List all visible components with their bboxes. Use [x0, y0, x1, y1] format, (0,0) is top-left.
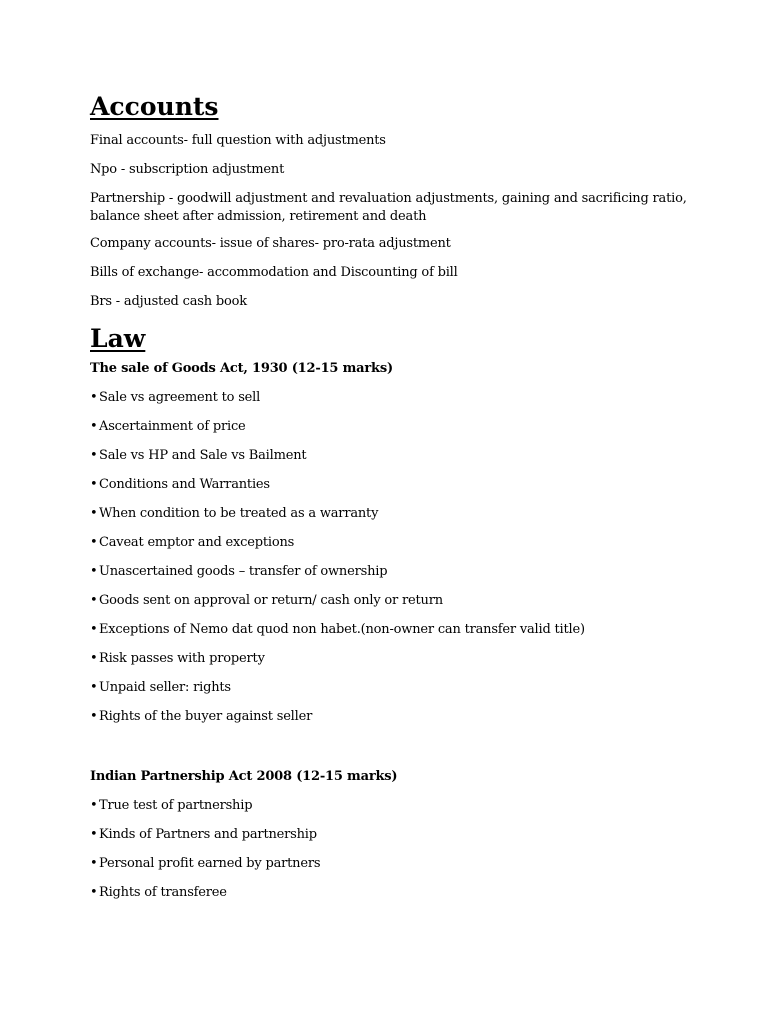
list-item: • Sale vs agreement to sell	[90, 390, 261, 405]
bullet-icon: •	[90, 564, 98, 579]
list-item: • Rights of transferee	[90, 885, 227, 900]
bullet-icon: •	[90, 535, 98, 550]
sale-of-goods-list	[90, 389, 690, 726]
accounts-line: Npo - subscription adjustment	[90, 162, 285, 177]
accounts-line: Brs - adjusted cash book	[90, 294, 247, 309]
list-item: • Personal profit earned by partners	[90, 856, 321, 871]
accounts-section	[90, 132, 690, 311]
list-item: • Unpaid seller: rights	[90, 680, 231, 695]
bullet-icon: •	[90, 856, 98, 871]
list-item: • Ascertainment of price	[90, 419, 246, 434]
accounts-heading: Accounts	[90, 92, 219, 121]
accounts-line: Final accounts- full question with adjustments	[90, 133, 386, 148]
accounts-line: Bills of exchange- accommodation and Discounting of bill	[90, 265, 458, 280]
list-item: • Caveat emptor and exceptions	[90, 535, 295, 550]
list-item: • Goods sent on approval or return/ cash only or return	[90, 593, 443, 608]
bullet-icon: •	[90, 798, 98, 813]
list-item: • When condition to be treated as a warranty	[90, 506, 379, 521]
list-item: • Exceptions of Nemo dat quod non habet.(non-owner can transfer valid title)	[90, 622, 585, 637]
list-item: • True test of partnership	[90, 798, 253, 813]
list-item: • Conditions and Warranties	[90, 477, 270, 492]
bullet-icon: •	[90, 506, 98, 521]
bullet-icon: •	[90, 885, 98, 900]
list-item: • Rights of the buyer against seller	[90, 709, 313, 724]
bullet-icon: •	[90, 709, 98, 724]
list-item: • Sale vs HP and Sale vs Bailment	[90, 448, 307, 463]
bullet-icon: •	[90, 448, 98, 463]
bullet-icon: •	[90, 680, 98, 695]
bullet-icon: •	[90, 827, 98, 842]
partnership-act-list	[90, 797, 690, 902]
section-spacer	[90, 737, 690, 764]
bullet-icon: •	[90, 593, 98, 608]
bullet-icon: •	[90, 651, 98, 666]
bullet-icon: •	[90, 419, 98, 434]
bullet-icon: •	[90, 390, 98, 405]
partnership-act-title: Indian Partnership Act 2008 (12-15 marks)	[90, 769, 398, 784]
bullet-icon: •	[90, 622, 98, 637]
list-item: • Unascertained goods – transfer of ownership	[90, 564, 388, 579]
accounts-line: Partnership - goodwill adjustment and revaluation adjustments, gaining and sacrificing ratio, balance sheet after admission, retirement and death	[90, 191, 687, 224]
document-page	[90, 90, 690, 913]
list-item: • Risk passes with property	[90, 651, 265, 666]
bullet-icon: •	[90, 477, 98, 492]
list-item: • Kinds of Partners and partnership	[90, 827, 317, 842]
law-heading: Law	[90, 324, 146, 353]
sale-of-goods-title: The sale of Goods Act, 1930 (12-15 marks)	[90, 361, 393, 376]
accounts-line: Company accounts- issue of shares- pro-rata adjustment	[90, 236, 451, 251]
